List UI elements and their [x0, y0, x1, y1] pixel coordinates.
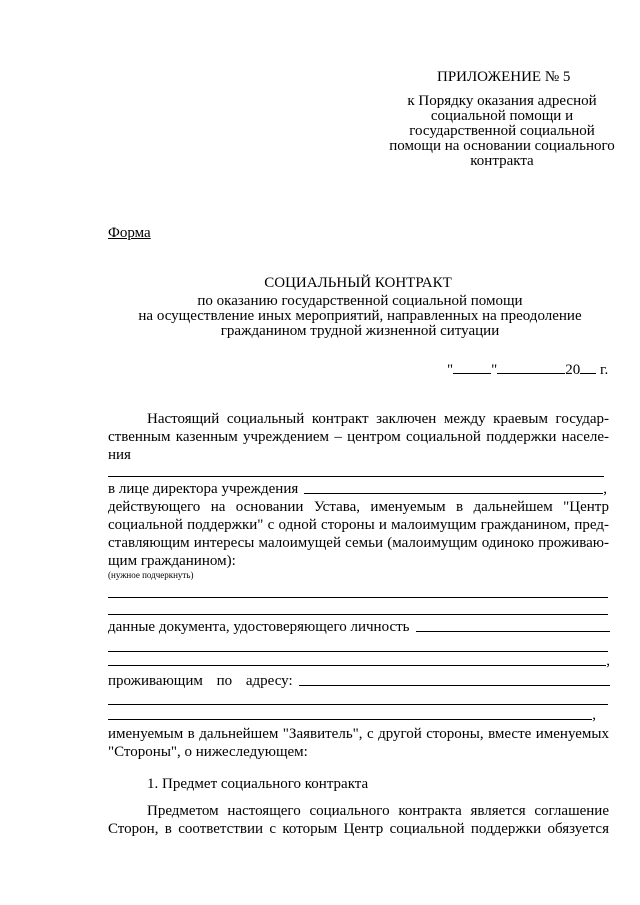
date-year-prefix: 20: [565, 362, 581, 378]
contract-subtitle-line: по оказанию государственной социальной помощи: [197, 293, 523, 309]
date-suffix: г.: [600, 362, 609, 378]
contract-subtitle-line: на осуществление иных мероприятий, направленных на преодоление: [138, 308, 582, 324]
address-trail: ,: [592, 707, 596, 723]
section-1-line: Предметом настоящего социального контракта является соглашение: [147, 803, 609, 819]
underline-note: (нужное подчеркнуть): [108, 570, 194, 580]
parties-line: именуемым в дальнейшем "Заявитель", с другой стороны, вместе именуемых: [108, 726, 609, 742]
director-trail: ,: [603, 481, 607, 497]
director-row: [108, 480, 607, 498]
date-year-blank[interactable]: [580, 360, 596, 374]
address-blank-line[interactable]: [299, 685, 610, 686]
appendix-line: государственной социальной: [409, 123, 595, 139]
identity-label: данные документа, удостоверяющего личность: [108, 619, 410, 635]
section-1-title: 1. Предмет социального контракта: [147, 776, 369, 792]
appendix-line: помощи на основании социального: [389, 138, 615, 154]
body-line: действующего на основании Устава, именуемым в дальнейшем "Центр: [108, 499, 609, 515]
body-line: щим гражданином):: [108, 553, 236, 569]
contract-title: СОЦИАЛЬНЫЙ КОНТРАКТ: [264, 275, 452, 291]
intro-line: ния: [108, 447, 131, 463]
date-quote-close: ": [491, 362, 498, 378]
address-blank-line-2[interactable]: [108, 704, 608, 705]
date-quote-open: ": [447, 362, 454, 378]
body-line: социальной поддержки" с одной стороны и малоимущим гражданином, пред-: [108, 517, 609, 533]
address-label: проживающим по адресу:: [108, 673, 293, 689]
address-blank-line-3[interactable]: [108, 719, 592, 720]
appendix-line: к Порядку оказания адресной: [407, 93, 597, 109]
date-line: [447, 360, 608, 379]
intro-line: ственным казенным учреждением – центром социальной поддержки населе-: [108, 429, 609, 445]
date-day-blank[interactable]: [453, 360, 491, 374]
section-1-line: Сторон, в соответствии с которым Центр социальной поддержки обязуется: [108, 821, 609, 837]
parties-line: "Стороны", о нижеследующем:: [108, 744, 308, 760]
address-row: [108, 672, 610, 690]
appendix-line: контракта: [470, 153, 534, 169]
identity-row: [108, 618, 610, 636]
date-month-blank[interactable]: [497, 360, 565, 374]
institution-blank-line[interactable]: [108, 476, 604, 477]
appendix-line: социальной помощи и: [430, 108, 574, 124]
director-label: в лице директора учреждения: [108, 481, 299, 497]
body-line: ставляющим интересы малоимущей семьи (малоимущим одиноко проживаю-: [108, 535, 609, 551]
identity-continuation-row: [108, 652, 610, 670]
identity-blank-line[interactable]: [416, 631, 611, 632]
identity-blank-line-3[interactable]: [108, 665, 606, 666]
citizen-blank-line[interactable]: [108, 614, 608, 615]
appendix-title: ПРИЛОЖЕНИЕ № 5: [437, 69, 571, 85]
address-continuation-row: [108, 706, 596, 724]
intro-line: Настоящий социальный контракт заключен между краевым государ-: [147, 411, 609, 427]
contract-subtitle-line: гражданином трудной жизненной ситуации: [220, 323, 500, 339]
identity-trail: ,: [606, 653, 610, 669]
director-blank-line[interactable]: [304, 493, 603, 494]
form-label: Форма: [108, 225, 151, 241]
citizen-blank-line[interactable]: [108, 597, 608, 598]
